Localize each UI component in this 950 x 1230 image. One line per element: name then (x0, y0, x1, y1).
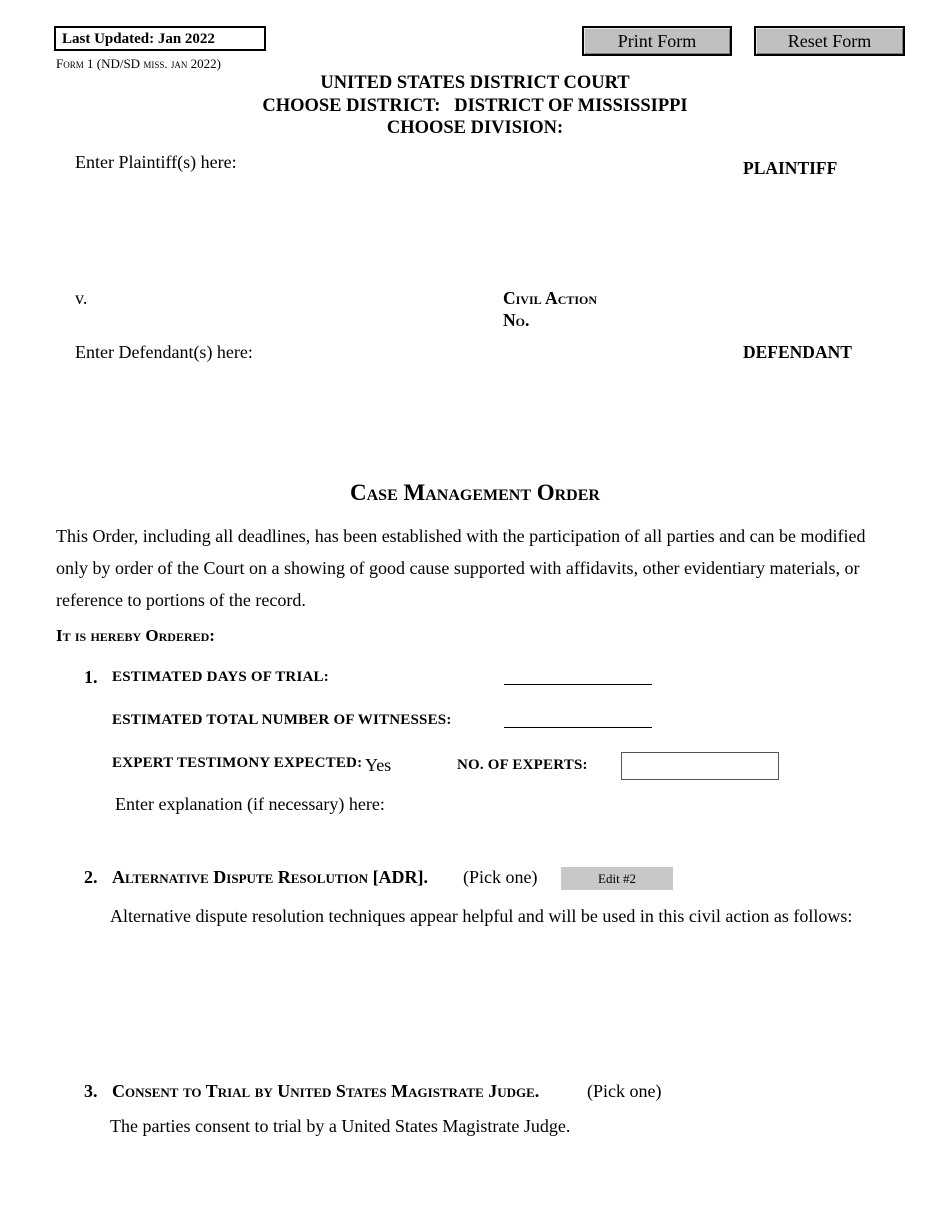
print-form-button[interactable]: Print Form (582, 26, 732, 56)
item2-number: 2. (84, 867, 98, 887)
witnesses-field[interactable] (504, 727, 652, 728)
order-title: Case Management Order (350, 480, 600, 505)
edit-2-button[interactable]: Edit #2 (561, 867, 673, 890)
district-select[interactable]: CHOOSE DISTRICT: DISTRICT OF MISSISSIPPI (262, 95, 688, 116)
form-number: Form 1 (ND/SD miss. jan 2022) (56, 56, 221, 71)
item1-number: 1. (84, 667, 98, 687)
order-intro: This Order, including all deadlines, has been established with the participation of all parties and can be modified only by order of the Court on a showing of good cause supported with affidavits, other evidentiary materials, or reference to portions of the record. (56, 526, 866, 610)
consent-text: The parties consent to trial by a United States Magistrate Judge. (110, 1116, 571, 1136)
expert-testimony-label: EXPERT TESTIMONY EXPECTED: (112, 755, 363, 771)
reset-form-button[interactable]: Reset Form (754, 26, 905, 56)
defendant-input[interactable]: Enter Defendant(s) here: (75, 342, 253, 362)
adr-text: Alternative dispute resolution techniques appear helpful and will be used in this civil action as follows: (110, 906, 853, 926)
civil-action-line1: Civil Action (503, 288, 598, 308)
civil-action-line2: No. (503, 310, 530, 330)
division-select[interactable]: CHOOSE DIVISION: (386, 118, 564, 138)
court-name: UNITED STATES DISTRICT COURT (320, 73, 630, 93)
experts-count-input[interactable] (621, 752, 779, 780)
experts-count-label: NO. OF EXPERTS: (457, 757, 588, 773)
adr-heading: Alternative Dispute Resolution [ADR]. (112, 867, 429, 887)
consent-pick-note: (Pick one) (587, 1081, 662, 1101)
consent-heading: Consent to Trial by United States Magistrate Judge. (112, 1081, 540, 1101)
versus-label: v. (75, 288, 88, 308)
item3-number: 3. (84, 1081, 98, 1101)
adr-pick-note: (Pick one) (463, 867, 538, 887)
defendant-label: DEFENDANT (743, 342, 852, 362)
ordered-heading: It is hereby Ordered: (56, 626, 215, 645)
last-updated-box: Last Updated: Jan 2022 (54, 26, 266, 51)
trial-days-label: ESTIMATED DAYS OF TRIAL: (112, 669, 329, 685)
trial-days-field[interactable] (504, 684, 652, 685)
witnesses-label: ESTIMATED TOTAL NUMBER OF WITNESSES: (112, 712, 452, 728)
expert-testimony-select[interactable]: Yes (365, 755, 392, 775)
explanation-input[interactable]: Enter explanation (if necessary) here: (115, 794, 385, 814)
court-heading (0, 72, 950, 140)
plaintiff-label: PLAINTIFF (743, 158, 838, 178)
civil-action-label (503, 287, 597, 331)
plaintiff-input[interactable]: Enter Plaintiff(s) here: (75, 152, 237, 172)
